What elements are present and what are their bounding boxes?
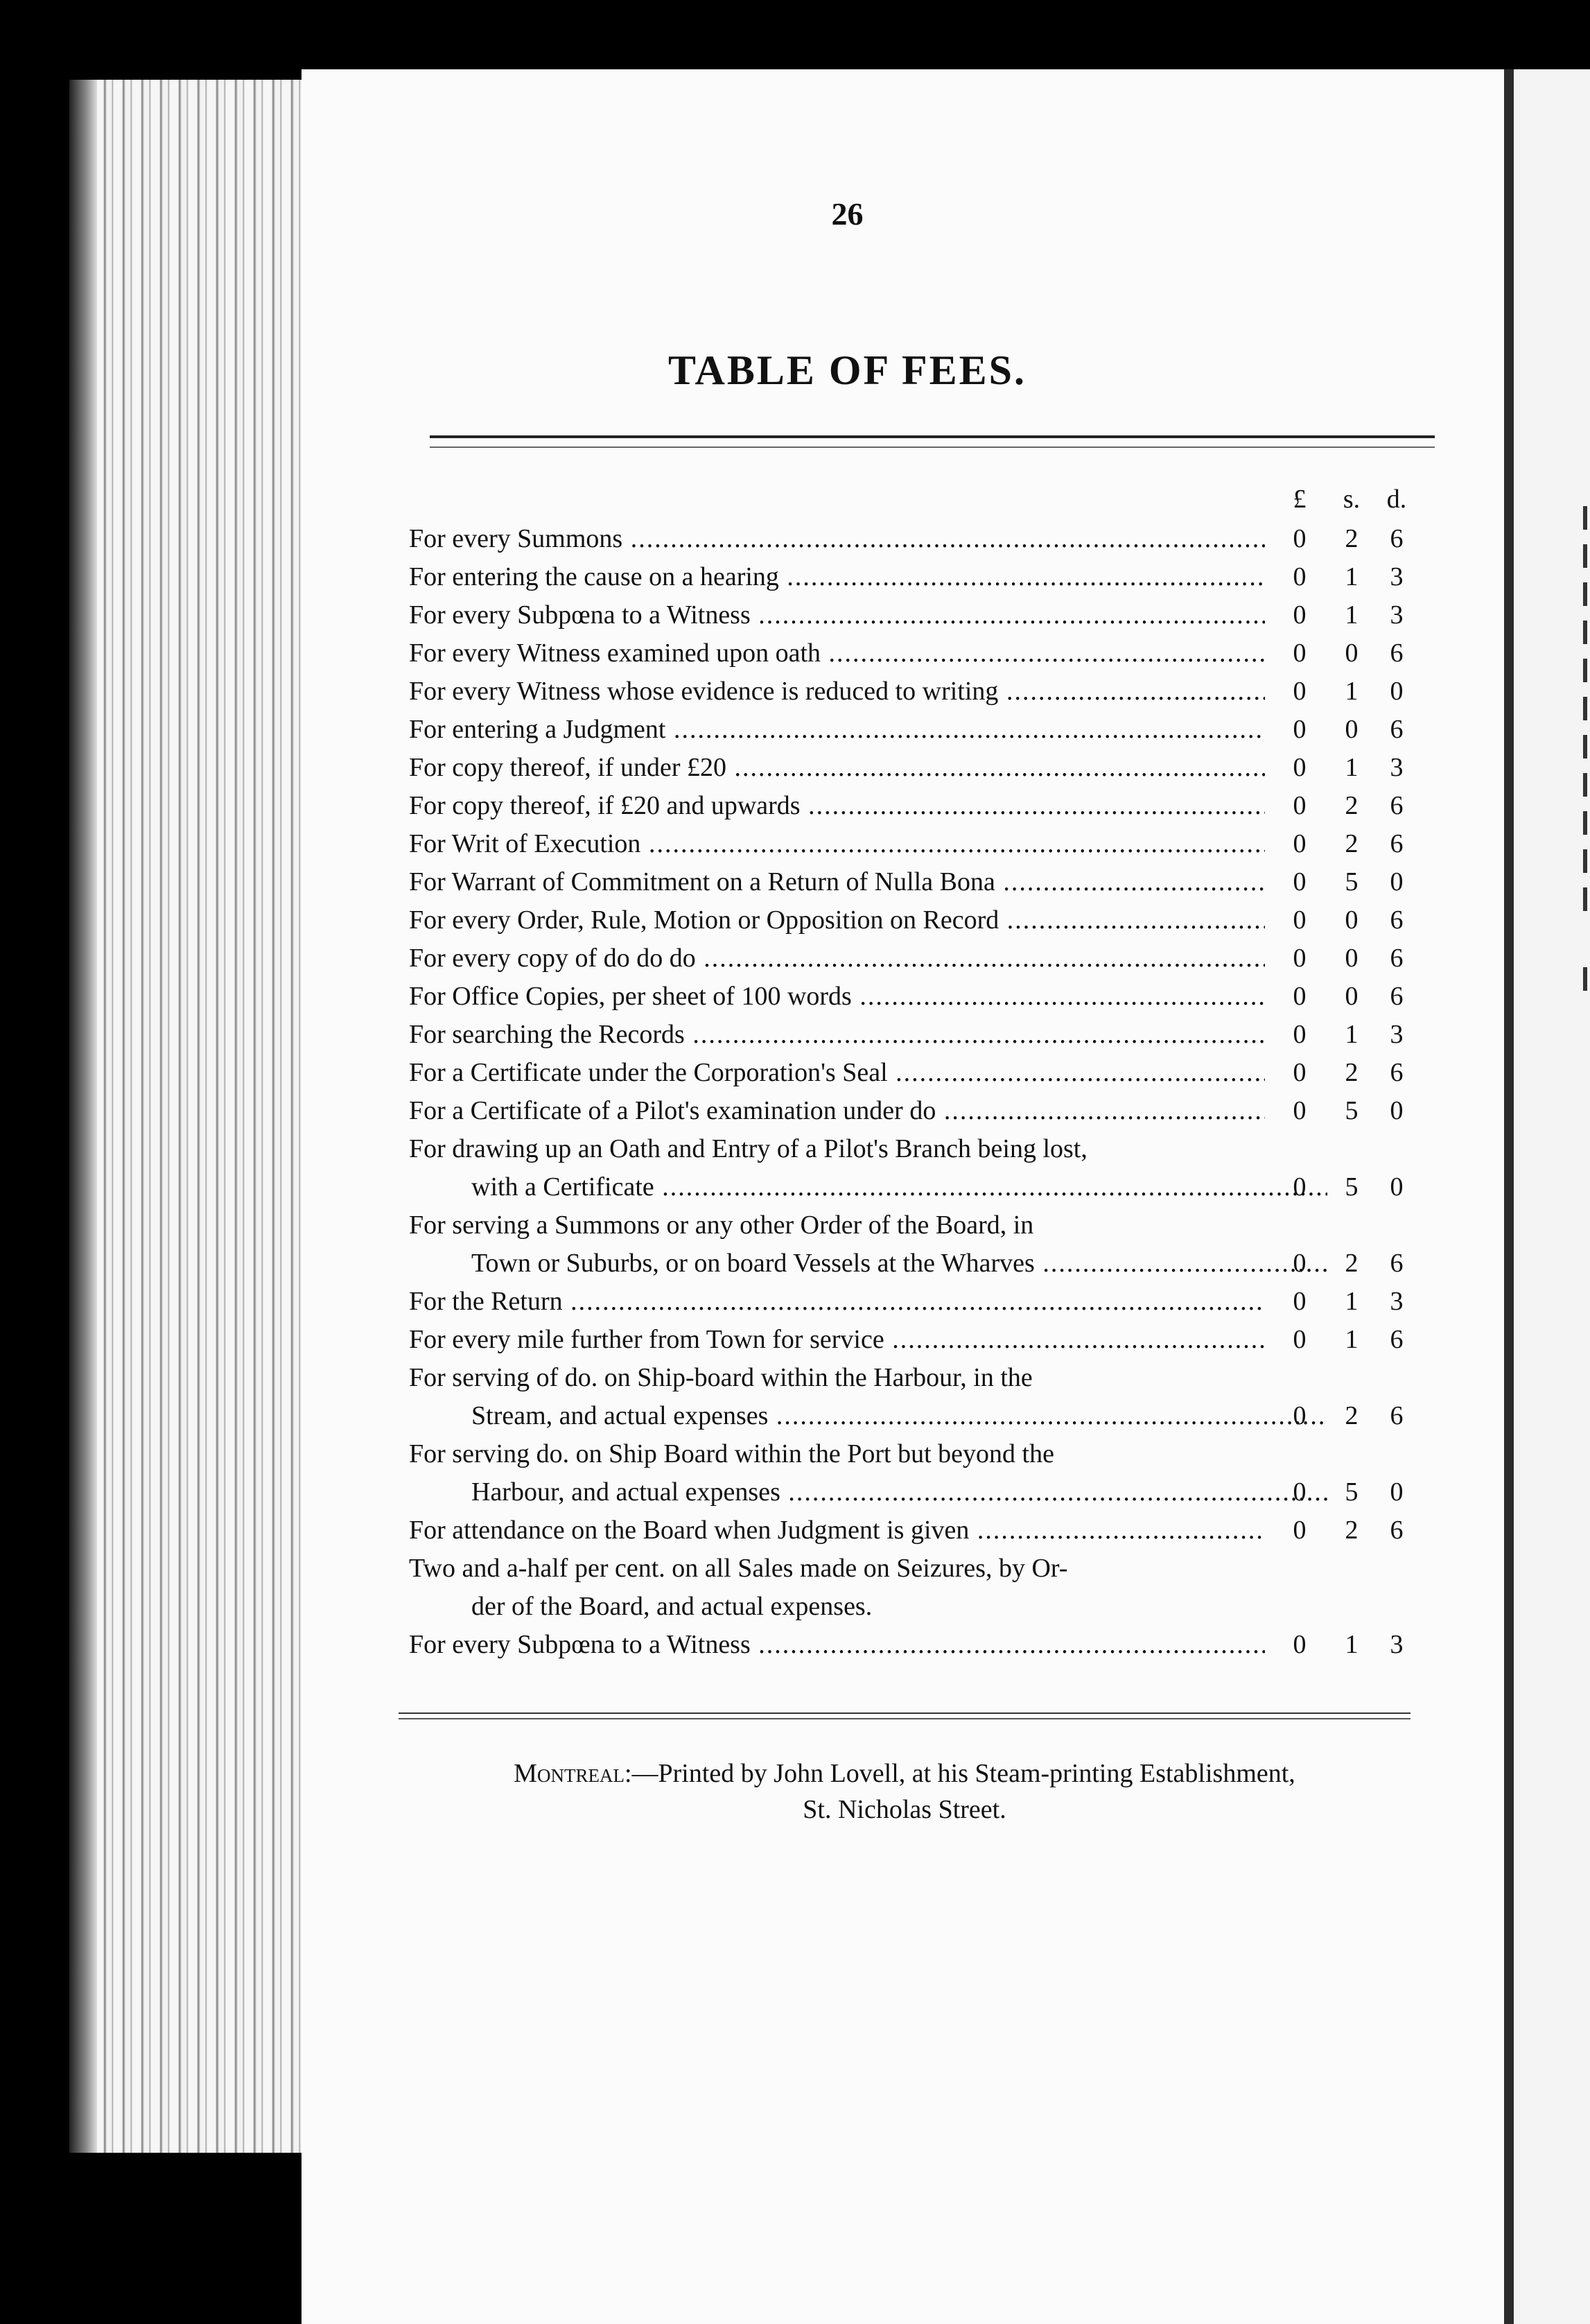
fee-row [409, 1511, 1435, 1550]
pounds-value: 0 [1293, 715, 1307, 744]
fee-description-text: For Office Copies, per sheet of 100 words ..... [409, 982, 1265, 1011]
shillings-value: 0 [1345, 905, 1359, 935]
spine-shadow [69, 80, 97, 2153]
shillings-value: 2 [1345, 829, 1359, 858]
pounds-value: 0 [1293, 982, 1307, 1011]
pounds-value: 0 [1293, 1172, 1307, 1202]
fee-row [409, 787, 1435, 825]
fee-description [409, 1359, 1265, 1397]
pence-value: 3 [1390, 1630, 1404, 1659]
pounds-value: 0 [1293, 600, 1307, 630]
fee-description-text: For serving of do. on Ship-board within the Harbour, in the [409, 1363, 1033, 1392]
facing-page-mark [1583, 659, 1587, 682]
pence-value: 6 [1390, 829, 1404, 858]
facing-page-mark [1583, 735, 1587, 758]
shillings-value: 2 [1345, 1516, 1359, 1545]
pounds-value: 0 [1293, 791, 1307, 820]
fee-row [409, 520, 1435, 558]
fee-row [409, 978, 1435, 1016]
shillings-value: 1 [1345, 677, 1359, 706]
facing-page-edge [1504, 69, 1590, 2324]
fee-amount [409, 711, 1435, 749]
pence-value: 6 [1390, 944, 1404, 973]
pence-value: 3 [1390, 753, 1404, 782]
shillings-value: 1 [1345, 1020, 1359, 1049]
pounds-value: 0 [1293, 677, 1307, 706]
fee-row [409, 1321, 1435, 1359]
fee-amount [409, 1283, 1435, 1321]
page-number: 26 [831, 196, 864, 232]
pounds-value: 0 [1293, 1249, 1307, 1278]
imprint-printer: :—Printed by John Lovell, at his Steam-printing Establishment, [624, 1759, 1295, 1788]
pence-value: 6 [1390, 1058, 1404, 1087]
pence-value: 3 [1390, 600, 1404, 630]
fee-description-text: For every Order, Rule, Motion or Opposition on Record ..... [409, 905, 1265, 935]
fee-description-text: For Writ of Execution ..... [409, 829, 1265, 858]
pounds-value: 0 [1293, 1096, 1307, 1125]
fee-amount [409, 901, 1435, 939]
facing-page-mark [1583, 697, 1587, 720]
fee-description-text: For a Certificate under the Corporation's Seal ..... [409, 1058, 1265, 1087]
pounds-value: 0 [1293, 753, 1307, 782]
fee-row [409, 863, 1435, 901]
fees-table-body [409, 520, 1435, 1664]
pounds-value: 0 [1293, 1287, 1307, 1316]
pounds-value: 0 [1293, 1630, 1307, 1659]
fee-row [409, 901, 1435, 939]
facing-page-mark [1583, 773, 1587, 797]
fee-amount [409, 978, 1435, 1016]
fee-amount [409, 1473, 1435, 1511]
fee-row [409, 673, 1435, 711]
fee-description-text: For every Witness examined upon oath ..... [409, 639, 1265, 668]
pence-value: 6 [1390, 524, 1404, 553]
pence-value: 6 [1390, 1249, 1404, 1278]
shillings-value: 1 [1345, 1325, 1359, 1354]
fee-description-text: For entering a Judgment ..... [409, 715, 1265, 744]
bottom-rule [399, 1712, 1410, 1719]
fee-description-text: For every Summons ..... [409, 524, 1265, 553]
shillings-value: 5 [1345, 867, 1359, 896]
fee-row [409, 939, 1435, 978]
shillings-value: 5 [1345, 1096, 1359, 1125]
pence-value: 0 [1390, 867, 1404, 896]
fee-description [409, 1550, 1265, 1588]
pence-value: 0 [1390, 677, 1404, 706]
fee-row [409, 1016, 1435, 1054]
fee-description [409, 1130, 1265, 1168]
pence-value: 6 [1390, 1325, 1404, 1354]
fee-amount [409, 1588, 1435, 1626]
fee-description-text: For searching the Records ..... [409, 1020, 1265, 1049]
fee-description-text: For a Certificate of a Pilot's examination under do ..... [409, 1096, 1265, 1125]
fee-amount [409, 1092, 1435, 1130]
fee-row [409, 1359, 1435, 1435]
fee-row [409, 596, 1435, 634]
pence-value: 6 [1390, 715, 1404, 744]
fee-description-text: Town or Suburbs, or on board Vessels at the Wharves ..... [471, 1249, 1327, 1278]
fee-description-text: For every mile further from Town for service ..... [409, 1325, 1265, 1354]
fee-amount [409, 749, 1435, 787]
pence-value: 3 [1390, 562, 1404, 591]
pence-value: 6 [1390, 791, 1404, 820]
pence-value: 6 [1390, 1401, 1404, 1430]
fee-description-text: For serving a Summons or any other Order of the Board, in [409, 1211, 1034, 1240]
shillings-value: 5 [1345, 1172, 1359, 1202]
fee-description-text: with a Certificate ..... [471, 1172, 1327, 1202]
facing-page-mark [1583, 811, 1587, 835]
pence-value: 3 [1390, 1287, 1404, 1316]
shillings-value: 0 [1345, 639, 1359, 668]
shillings-value: 5 [1345, 1477, 1359, 1507]
document-page [302, 69, 1504, 2324]
fee-amount [409, 1511, 1435, 1550]
fee-row [409, 1626, 1435, 1664]
shillings-value: 1 [1345, 600, 1359, 630]
fee-amount [409, 1321, 1435, 1359]
fee-row [409, 1206, 1435, 1283]
fee-description-text: For drawing up an Oath and Entry of a Pilot's Branch being lost, [409, 1134, 1087, 1163]
shillings-value: 2 [1345, 524, 1359, 553]
imprint-city: Montreal [514, 1759, 624, 1788]
shillings-value: 0 [1345, 715, 1359, 744]
facing-page-mark [1583, 506, 1587, 530]
pounds-value: 0 [1293, 1401, 1307, 1430]
fee-description-text: For copy thereof, if under £20 ..... [409, 753, 1265, 782]
fee-row [409, 1054, 1435, 1092]
pounds-value: 0 [1293, 867, 1307, 896]
shillings-value: 2 [1345, 1058, 1359, 1087]
facing-page-mark [1583, 849, 1587, 873]
fee-amount [409, 1016, 1435, 1054]
pence-value: 0 [1390, 1172, 1404, 1202]
pounds-value: 0 [1293, 639, 1307, 668]
pounds-value: 0 [1293, 905, 1307, 935]
fee-amount [409, 520, 1435, 558]
imprint [402, 1755, 1407, 1828]
fee-description [409, 1435, 1265, 1473]
shillings-value: 1 [1345, 562, 1359, 591]
page-title: TABLE OF FEES. [667, 347, 1027, 393]
fee-row [409, 558, 1435, 596]
shillings-value: 2 [1345, 1401, 1359, 1430]
fee-amount [409, 1168, 1435, 1206]
fees-table [409, 484, 1435, 1664]
fee-amount [409, 1626, 1435, 1664]
pounds-value: 0 [1293, 829, 1307, 858]
shillings-value: 1 [1345, 1630, 1359, 1659]
fee-description-text: For every copy of do do do ..... [409, 944, 1265, 973]
fee-description-text: Harbour, and actual expenses ..... [471, 1477, 1327, 1507]
fee-description-text: der of the Board, and actual expenses. [471, 1592, 873, 1621]
fee-amount [409, 825, 1435, 863]
fee-description [409, 1206, 1265, 1245]
pounds-value: 0 [1293, 1325, 1307, 1354]
pence-value: 6 [1390, 1516, 1404, 1545]
pence-value: 0 [1390, 1096, 1404, 1125]
fee-amount [409, 1397, 1435, 1435]
fee-description-text: For every Witness whose evidence is reduced to writing ..... [409, 677, 1265, 706]
fees-table-header [409, 484, 1435, 520]
fee-description-text: For entering the cause on a hearing ..... [409, 562, 1265, 591]
facing-page-mark [1583, 582, 1587, 606]
fee-amount [409, 1245, 1435, 1283]
pounds-value: 0 [1293, 1058, 1307, 1087]
pounds-column-header: £ [1293, 485, 1307, 514]
fee-amount [409, 939, 1435, 978]
fee-row [409, 1550, 1435, 1626]
fee-row [409, 1092, 1435, 1130]
fee-row [409, 1435, 1435, 1511]
facing-page-mark [1583, 544, 1587, 568]
facing-page-mark [1583, 967, 1587, 991]
fee-description-text: For the Return ..... [409, 1287, 1265, 1316]
pounds-value: 0 [1293, 1020, 1307, 1049]
facing-page-mark [1583, 621, 1587, 644]
fee-row [409, 1283, 1435, 1321]
fee-amount [409, 863, 1435, 901]
fee-description-text: For serving do. on Ship Board within the Port but beyond the [409, 1439, 1054, 1468]
pounds-value: 0 [1293, 944, 1307, 973]
fee-row [409, 634, 1435, 673]
fee-amount [409, 673, 1435, 711]
shillings-value: 2 [1345, 791, 1359, 820]
fee-description-text: For attendance on the Board when Judgment is given ..... [409, 1516, 1265, 1545]
facing-page-mark [1583, 887, 1587, 911]
fee-amount [409, 558, 1435, 596]
pence-value: 6 [1390, 905, 1404, 935]
fee-row [409, 825, 1435, 863]
pence-value: 0 [1390, 1477, 1404, 1507]
imprint-line-2: St. Nicholas Street. [803, 1795, 1006, 1824]
shillings-value: 0 [1345, 944, 1359, 973]
fee-description-text: Two and a-half per cent. on all Sales made on Seizures, by Or- [409, 1554, 1068, 1583]
shillings-column-header: s. [1343, 485, 1361, 514]
shillings-value: 1 [1345, 753, 1359, 782]
fee-description-text: Stream, and actual expenses ..... [471, 1401, 1327, 1430]
fee-row [409, 1130, 1435, 1206]
fee-description-text: For Warrant of Commitment on a Return of Nulla Bona ..... [409, 867, 1265, 896]
pence-value: 6 [1390, 982, 1404, 1011]
shillings-value: 1 [1345, 1287, 1359, 1316]
fee-description-text: For copy thereof, if £20 and upwards ..... [409, 791, 1265, 820]
pounds-value: 0 [1293, 562, 1307, 591]
pence-value: 3 [1390, 1020, 1404, 1049]
fee-row [409, 711, 1435, 749]
pence-value: 6 [1390, 639, 1404, 668]
fee-description-text: For every Subpœna to a Witness ..... [409, 600, 1265, 630]
fee-amount [409, 596, 1435, 634]
pounds-value: 0 [1293, 1516, 1307, 1545]
top-rule [430, 435, 1435, 448]
pounds-value: 0 [1293, 1477, 1307, 1507]
fee-row [409, 749, 1435, 787]
fee-amount [409, 634, 1435, 673]
fee-amount [409, 1054, 1435, 1092]
pence-column-header: d. [1386, 485, 1407, 514]
imprint-line-1 [402, 1755, 1407, 1792]
fee-amount [409, 787, 1435, 825]
shillings-value: 0 [1345, 982, 1359, 1011]
pounds-value: 0 [1293, 524, 1307, 553]
shillings-value: 2 [1345, 1249, 1359, 1278]
fee-description-text: For every Subpœna to a Witness ..... [409, 1630, 1265, 1659]
